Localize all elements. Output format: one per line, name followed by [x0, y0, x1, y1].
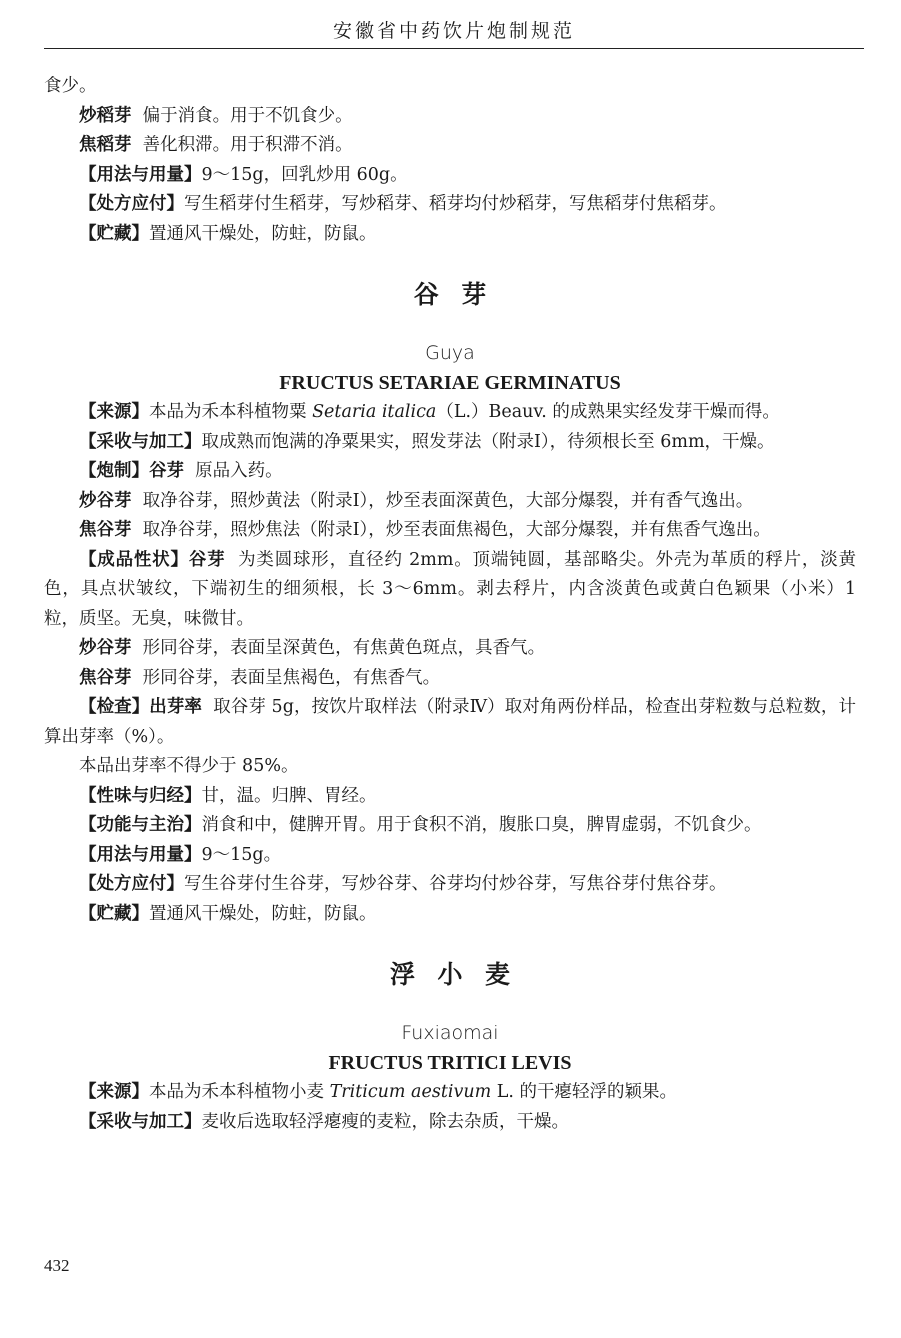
- entry-latin-name: FRUCTUS SETARIAE GERMINATUS: [279, 371, 621, 394]
- paragraph: 【贮藏】置通风干燥处，防蛀，防鼠。: [79, 223, 377, 244]
- entry-title: 谷芽: [413, 280, 509, 309]
- paragraph: 【处方应付】写生稻芽付生稻芽，写炒稻芽、稻芽均付炒稻芽，写焦稻芽付焦稻芽。: [79, 194, 727, 214]
- paragraph: 炒谷芽 形同谷芽，表面呈深黄色，有焦黄色斑点，具香气。: [79, 638, 546, 658]
- entry-title: 浮小麦: [389, 960, 533, 989]
- entry-latin-name: FRUCTUS TRITICI LEVIS: [328, 1051, 572, 1074]
- paragraph: 焦稻芽 善化积滞。用于积滞不消。: [79, 135, 353, 155]
- paragraph: 【成品性状】谷芽 为类圆球形，直径约 2mm。顶端钝圆，基部略尖。外壳为革质的稃片，淡黄色，具点状皱纹，下端初生的细须根，长 3～6mm。剥去稃片，内含淡黄色或黄白色颖果（小米）1 粒，质坚。无臭，味微甘。: [44, 549, 856, 629]
- paragraph: 【检查】出芽率 取谷芽 5g，按饮片取样法（附录Ⅳ）取对角两份样品，检查出芽粒数与总粒数，计算出芽率（%）。: [44, 697, 856, 747]
- paragraph: 【用法与用量】9～15g，回乳炒用 60g。: [79, 164, 408, 185]
- entry-pinyin: Fuxiaomai: [401, 1022, 499, 1044]
- paragraph: 【贮藏】置通风干燥处，防蛀，防鼠。: [79, 903, 377, 924]
- paragraph: 【处方应付】写生谷芽付生谷芽，写炒谷芽、谷芽均付炒谷芽，写焦谷芽付焦谷芽。: [79, 874, 727, 894]
- page-body: [44, 72, 856, 1137]
- paragraph: 食少。: [44, 76, 97, 96]
- paragraph: 【来源】本品为禾本科植物小麦 Triticum aestivum L. 的干瘪轻浮的颖果。: [79, 1082, 678, 1102]
- paragraph: 【采收与加工】取成熟而饱满的净粟果实，照发芽法（附录Ⅰ），待须根长至 6mm，干燥。: [79, 431, 775, 452]
- paragraph: 【采收与加工】麦收后选取轻浮瘪瘦的麦粒，除去杂质，干燥。: [79, 1111, 569, 1132]
- paragraph: 【性味与归经】甘，温。归脾、胃经。: [79, 785, 377, 806]
- paragraph: 焦谷芽 取净谷芽，照炒焦法（附录Ⅰ），炒至表面焦褐色，大部分爆裂，并有焦香气逸出。: [79, 520, 771, 540]
- running-header: 安徽省中药饮片炮制规范: [44, 14, 864, 49]
- paragraph: 【功能与主治】消食和中，健脾开胃。用于食积不消，腹胀口臭，脾胃虚弱，不饥食少。: [79, 815, 762, 835]
- paragraph: 焦谷芽 形同谷芽，表面呈焦褐色，有焦香气。: [79, 667, 441, 688]
- entry-pinyin: Guya: [425, 342, 475, 364]
- page-number: 432: [44, 1256, 70, 1275]
- paragraph: 本品出芽率不得少于 85%。: [79, 756, 299, 776]
- paragraph: 【用法与用量】9～15g。: [79, 844, 282, 865]
- paragraph: 炒谷芽 取净谷芽，照炒黄法（附录Ⅰ），炒至表面深黄色，大部分爆裂，并有香气逸出。: [79, 490, 754, 511]
- paragraph: 【炮制】谷芽 原品入药。: [79, 461, 283, 481]
- paragraph: 【来源】本品为禾本科植物粟 Setaria italica（L.）Beauv. 的成熟果实经发芽干燥而得。: [79, 402, 780, 422]
- paragraph: 炒稻芽 偏于消食。用于不饥食少。: [79, 105, 353, 126]
